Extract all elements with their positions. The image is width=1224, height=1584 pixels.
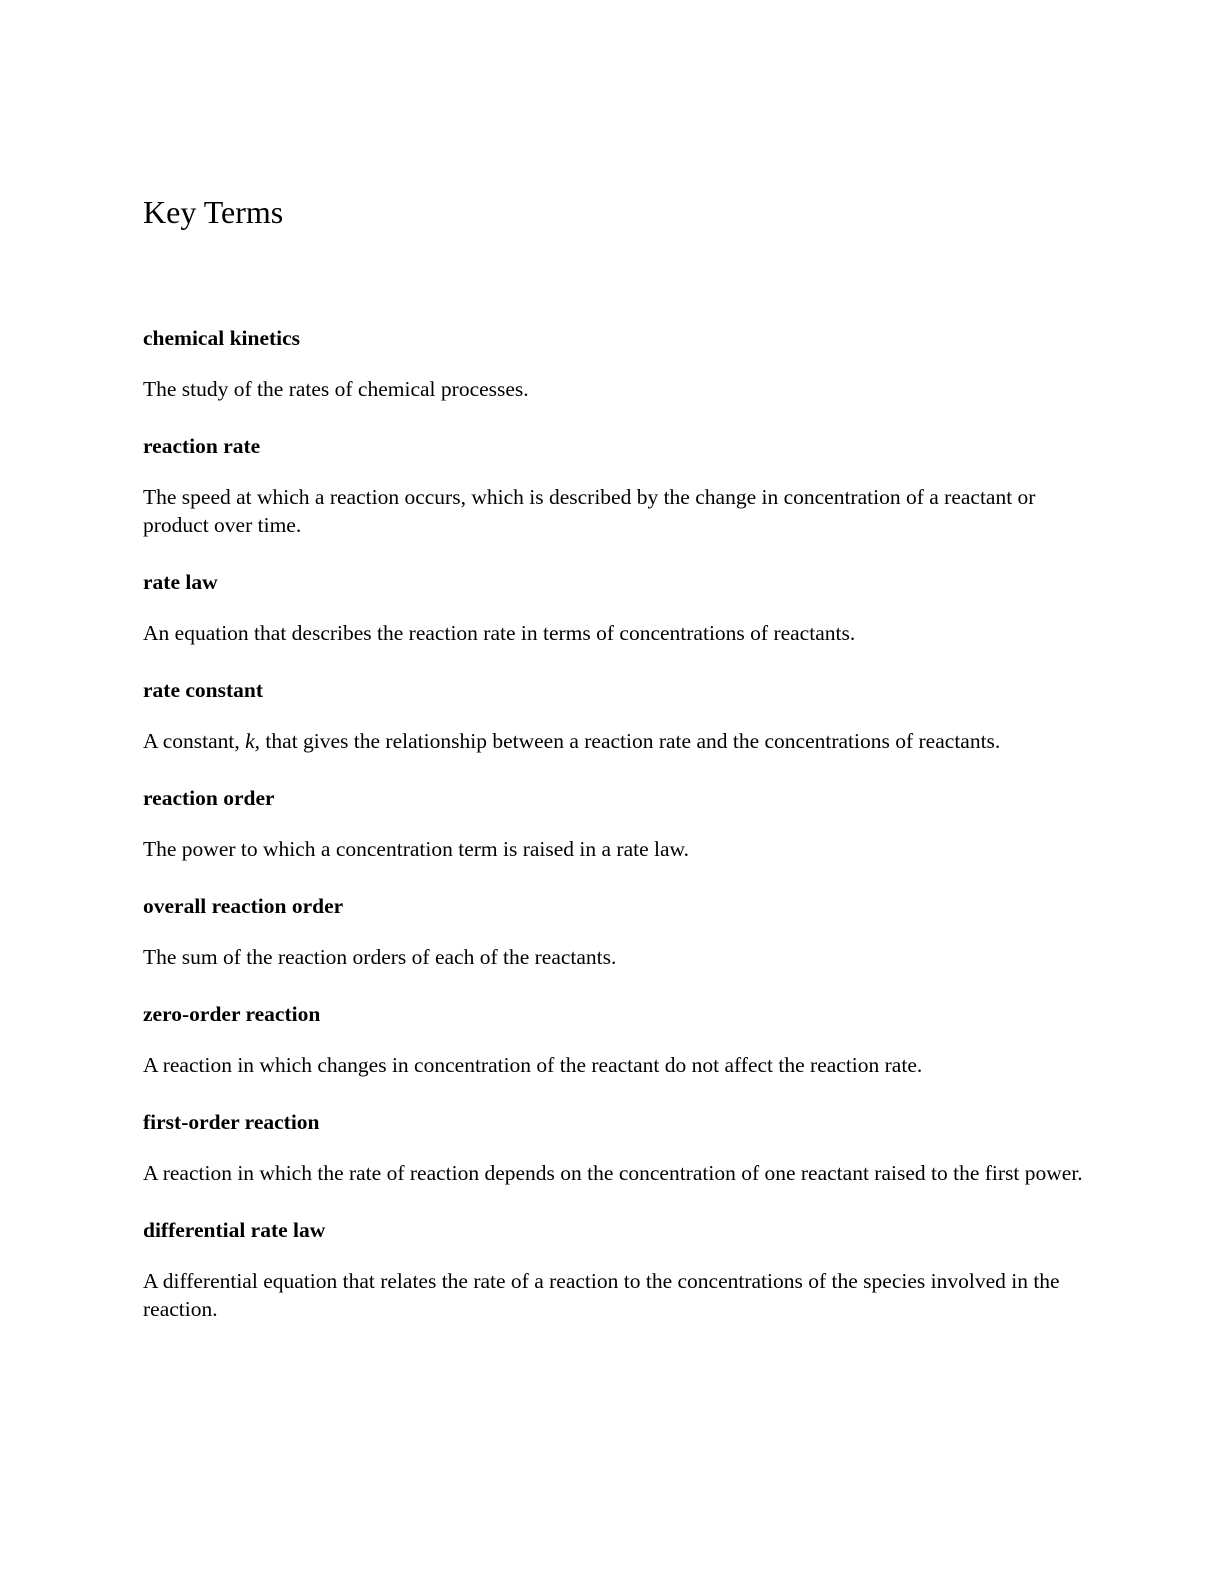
term-heading: rate law: [143, 570, 218, 594]
definition-text: , that gives the relationship between a reaction rate and the concentrations of reactants.: [254, 729, 1001, 753]
term-heading: reaction rate: [143, 434, 261, 458]
document-page: [143, 190, 1083, 1321]
term-definition: An equation that describes the reaction rate in terms of concentrations of reactants.: [143, 621, 856, 645]
term-heading: rate constant: [143, 678, 264, 702]
term-definition: The power to which a concentration term is raised in a rate law.: [143, 837, 690, 861]
term-definition: A differential equation that relates the rate of a reaction to the concentrations of the species involved in the reaction.: [143, 1269, 1060, 1321]
rate-constant-symbol: k: [245, 729, 255, 753]
term-definition: The study of the rates of chemical processes.: [143, 377, 529, 401]
term-definition: The sum of the reaction orders of each of the reactants.: [143, 945, 617, 969]
term-heading: chemical kinetics: [143, 326, 301, 350]
term-heading: reaction order: [143, 786, 275, 810]
term-definition: A reaction in which changes in concentration of the reactant do not affect the reaction rate.: [143, 1053, 923, 1077]
term-heading: differential rate law: [143, 1218, 326, 1242]
term-definition: The speed at which a reaction occurs, which is described by the change in concentration of a reactant or product over time.: [143, 485, 1036, 537]
term-definition: [143, 727, 1083, 755]
term-heading: overall reaction order: [143, 894, 344, 918]
page-title: Key Terms: [143, 194, 284, 230]
definition-text: A constant,: [143, 729, 246, 753]
term-definition: A reaction in which the rate of reaction depends on the concentration of one reactant raised to the first power.: [143, 1161, 1083, 1185]
term-heading: zero-order reaction: [143, 1002, 321, 1026]
key-terms-list: [143, 324, 1083, 1352]
term-heading: first-order reaction: [143, 1110, 320, 1134]
